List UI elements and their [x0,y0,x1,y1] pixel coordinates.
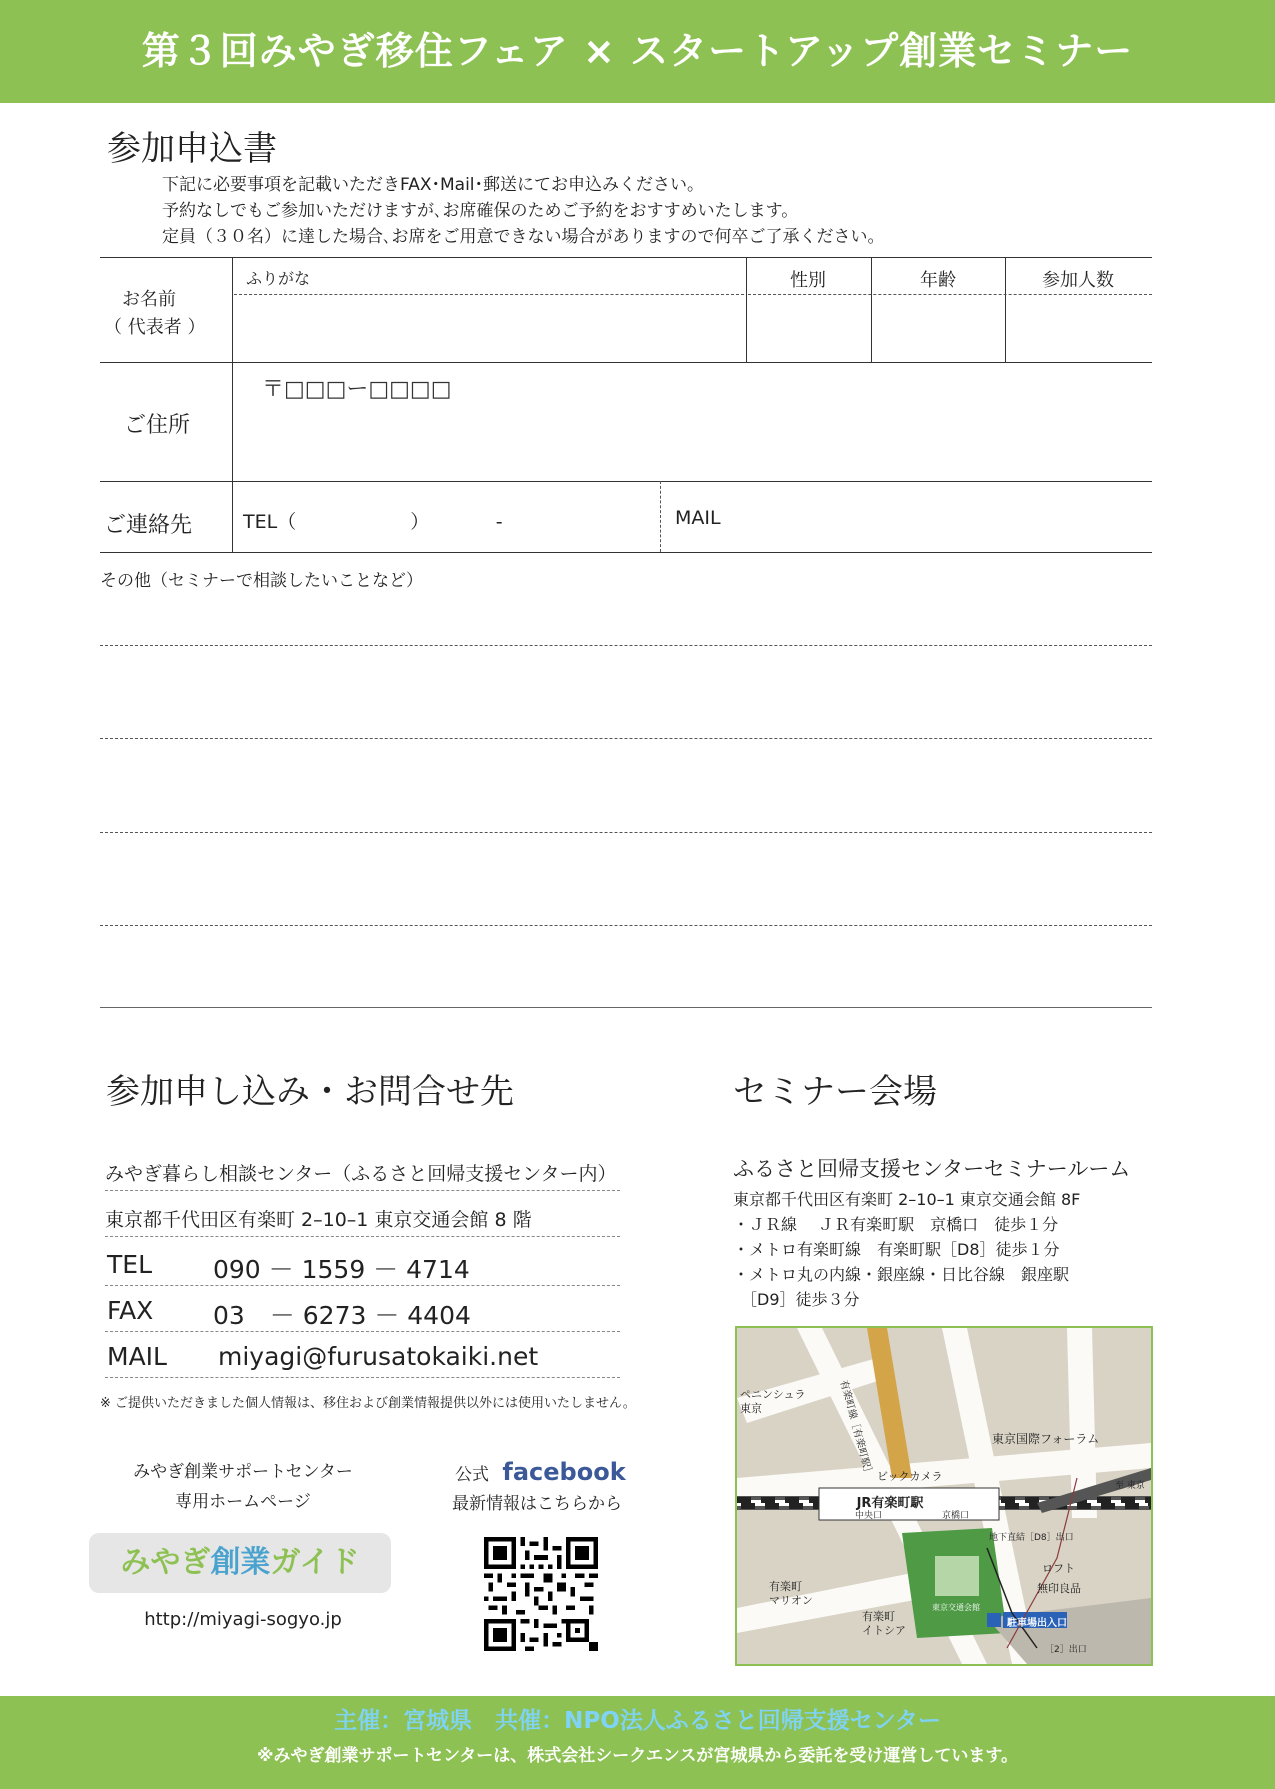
organizer-line: 主催：宮城県 共催：NPO法人ふるさと回帰支援センター [334,1708,941,1734]
venue-line: ・メトロ丸の内線・銀座線・日比谷線 銀座駅 [733,1265,1070,1284]
address-label: ご住所 [124,413,191,438]
name-label-sub: （ 代表者 ） [104,317,206,338]
tel-field[interactable]: TEL（ ） - [243,511,503,533]
operator-note: ※みやぎ創業サポートセンターは、株式会社シークエンスが宮城県から委託を受け運営しています。 [256,1746,1019,1766]
gender-field[interactable] [748,297,869,360]
guide-text-3: ガイド [270,1545,360,1580]
inquiry-tel-row [105,1250,620,1286]
gender-label: 性別 [790,270,826,291]
venue-title: セミナー会場 [733,1072,937,1112]
map-subway-label: 有楽町線［有楽町駅］ [837,1379,875,1479]
map-muji: 無印良品 [1037,1582,1081,1595]
age-label: 年齢 [920,270,956,291]
map-parking: 駐車場出入口 [1007,1618,1067,1629]
fax-value: 03 － 6273 － 4404 [213,1301,471,1330]
map-exit-d8: 地下直結［D8］出口 [989,1533,1074,1543]
map-marion: 有楽町 マリオン [769,1580,813,1607]
miyagi-sogyo-guide-button[interactable] [89,1533,391,1593]
inquiry-title: 参加申し込み・お問合せ先 [106,1072,514,1112]
name-label: お名前 [122,289,176,310]
other-label: その他（セミナーで相談したいことなど） [100,571,423,591]
facebook-logo[interactable]: facebook [502,1458,626,1486]
map-station-label: JR有楽町駅 [856,1496,924,1511]
fax-label: FAX [107,1296,154,1325]
map-loft: ロフト [1042,1562,1075,1575]
mail-value[interactable]: miyagi@furusatokaiki.net [218,1342,539,1371]
map-itocia: 有楽町 イトシア [862,1610,906,1637]
venue-line: ・ＪＲ線 ＪＲ有楽町駅 京橋口 徒歩１分 [733,1215,1059,1234]
form-title: 参加申込書 [107,129,277,169]
inquiry-fax-row [105,1296,620,1332]
facebook-prefix: 公式 [455,1465,489,1485]
map-to-tokyo: 至 東京 [1115,1481,1145,1491]
mail-field[interactable]: MAIL [675,507,721,529]
map-kotsu: 東京交通会館 [932,1603,980,1612]
intro-line: 予約なしでもご参加いただけますが､お席確保のためご予約をおすすめいたします。 [162,201,799,221]
venue-line: ・メトロ有楽町線 有楽町駅［D8］徒歩１分 [733,1240,1060,1259]
map-frame [735,1326,1153,1666]
facebook-label [455,1458,626,1486]
guide-text-2: 創業 [210,1545,271,1580]
inquiry-address: 東京都千代田区有楽町 2–10–1 東京交通会館 8 階 [105,1205,620,1237]
other-field[interactable] [100,590,1152,1006]
name-field[interactable] [234,297,744,360]
qr-code[interactable] [484,1537,598,1651]
map-bic: ビックカメラ [877,1470,943,1483]
tel-label: TEL [107,1250,152,1279]
participants-field[interactable] [1007,297,1152,360]
tel-value: 090 － 1559 － 4714 [213,1255,470,1284]
form-intro [162,172,885,250]
map-exit-central: 中央口 [855,1511,883,1521]
guide-url[interactable]: http://miyagi-sogyo.jp [144,1609,342,1630]
map-peninsula: ペニンシュラ 東京 [740,1388,806,1415]
map-exit-kyobashi: 京橋口 [942,1511,970,1521]
venue-line: ［D9］徒歩３分 [733,1290,860,1309]
map-forum: 東京国際フォーラム [992,1432,1100,1446]
guide-text-1: みやぎ [120,1545,211,1580]
venue-details [733,1187,1080,1312]
inquiry-org: みやぎ暮らし相談センター（ふるさと回帰支援センター内） [105,1159,620,1191]
mail-label: MAIL [107,1342,167,1371]
postal-code: 〒□□□ー□□□□ [262,377,452,402]
support-name: みやぎ創業サポートセンター [133,1462,353,1482]
intro-line: 下記に必要事項を記載いただきFAX･Mail･郵送にてお申込みください。 [162,175,705,195]
furigana-label: ふりがな [246,269,311,288]
page-title: 第３回みやぎ移住フェア × スタートアップ創業セミナー [141,29,1134,73]
support-sub: 専用ホームページ [175,1492,311,1512]
contact-label: ご連絡先 [104,513,193,538]
privacy-note: ※ ご提供いただきました個人情報は、移住および創業情報提供以外には使用いたしません。 [100,1396,636,1411]
inquiry-mail-row [105,1342,620,1378]
address-field[interactable] [234,364,1152,479]
facebook-sub: 最新情報はこちらから [452,1494,622,1514]
map-exit-2: ［2］出口 [1045,1645,1087,1655]
venue-line: 東京都千代田区有楽町 2–10–1 東京交通会館 8F [733,1190,1081,1209]
intro-line: 定員（３０名）に達した場合､お席をご用意できない場合がありますので何卒ご了承ください。 [162,227,885,247]
venue-name: ふるさと回帰支援センターセミナールーム [733,1157,1131,1181]
participants-label: 参加人数 [1042,270,1114,291]
age-field[interactable] [873,297,1003,360]
